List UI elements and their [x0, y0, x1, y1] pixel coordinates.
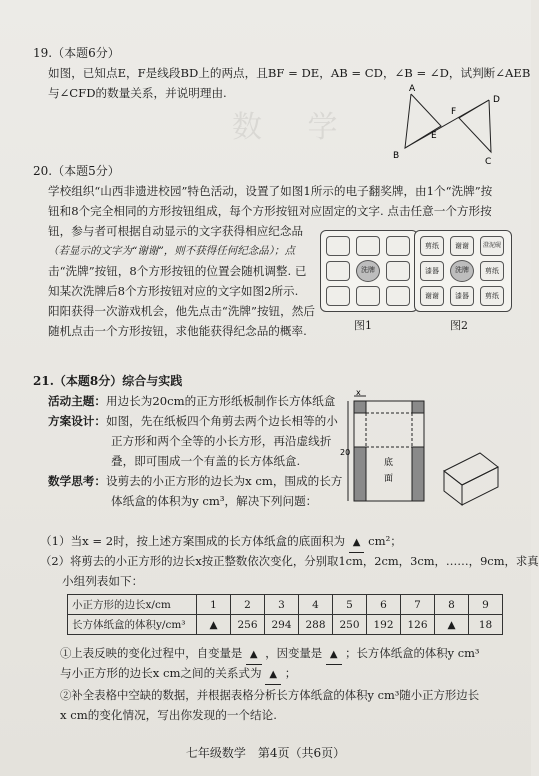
label-20: 20	[340, 448, 351, 457]
part1-text-a: ①上表反映的变化过程中，自变量是	[60, 646, 243, 660]
q21-design	[48, 412, 338, 431]
q19-geometry-figure	[385, 82, 515, 166]
fig2-square-button[interactable]: 漆器	[420, 261, 444, 281]
label-a: A	[409, 84, 416, 94]
q20-line3: 钮，参与者可根据自动显示的文字获得相应纪念品	[48, 224, 304, 238]
fig1-shuffle-button[interactable]: 洗牌	[356, 260, 380, 282]
q21-design-line2: 正方形和两个全等的小长方形，再沿虚线折	[111, 434, 332, 448]
q20-line1: 学校组织“山西非遗进校园”特色活动，设置了如图1所示的电子翻奖牌，由1个“洗牌”按	[48, 184, 493, 198]
part1-text-e: ；	[284, 666, 297, 680]
fig1-square-button[interactable]	[386, 236, 410, 256]
label-c: C	[485, 157, 492, 167]
table-cell: 3	[265, 595, 299, 615]
q20-line4: （若显示的文字为“谢谢”，则不获得任何纪念品）；点	[48, 245, 295, 257]
fig1-square-button[interactable]	[326, 261, 350, 281]
q21-sub2a: （2）将剪去的小正方形的边长x按正整数依次变化，分别取1cm，2cm，3cm，……，9cm，求真	[40, 554, 539, 568]
q21-theme	[48, 392, 335, 411]
fig2-square-button[interactable]: 剪纸	[420, 236, 444, 256]
cut-corner	[412, 401, 424, 413]
table-cell: 126	[401, 615, 435, 635]
q21-sub1-blank[interactable]: ▲	[349, 533, 365, 553]
table-cell: 192	[367, 615, 401, 635]
cut-corner	[354, 401, 366, 413]
q20-line8: 随机点击一个方形按钮，求他能获得纪念品的概率.	[48, 324, 307, 338]
q21-sub1-tail: cm²；	[368, 534, 402, 548]
q21-theme-text: 用边长为20cm的正方形纸板制作长方体纸盒	[105, 394, 336, 408]
q21-think-line1: 设剪去的小正方形的边长为x cm，围成的长方	[105, 474, 343, 488]
box-front	[444, 471, 462, 505]
table-cell: 9	[469, 595, 503, 615]
q21-sub2b: 小组列表如下：	[62, 574, 144, 588]
q21-part1-line1	[60, 644, 479, 665]
q20-line5: 击“洗牌”按钮，8个方形按钮的位置会随机调整. 已	[48, 264, 307, 278]
fig2-square-button[interactable]: 剪纸	[480, 286, 504, 306]
cut-rectangle	[354, 447, 366, 501]
fig2-caption: 图2	[450, 319, 468, 332]
q21-net-and-box-figure	[340, 388, 510, 517]
table-cell-blank[interactable]: ▲	[435, 615, 469, 635]
table-cell: 288	[299, 615, 333, 635]
fig1-square-button[interactable]	[356, 236, 380, 256]
q21-part2-line2: x cm的变化情况，写出你发现的一个结论.	[60, 708, 277, 722]
label-x: x	[356, 388, 361, 397]
fig2-button-grid	[414, 230, 512, 312]
fig1-square-button[interactable]	[386, 261, 410, 281]
fig1-square-button[interactable]	[386, 286, 410, 306]
fig1-caption: 图1	[354, 319, 372, 332]
fig1-square-button[interactable]	[356, 286, 380, 306]
q21-sub1	[40, 532, 402, 553]
q20-header: 20.（本题5分）	[33, 164, 120, 178]
table-cell: 250	[333, 615, 367, 635]
label-f: F	[451, 107, 457, 117]
q21-design-line1: 如图，先在纸板四个角剪去两个边长相等的小	[105, 414, 338, 428]
q21-design-label: 方案设计：	[48, 414, 106, 428]
table-cell-blank[interactable]: ▲	[197, 615, 231, 635]
table-header-x: 小正方形的边长x/cm	[68, 595, 197, 615]
table-cell: 7	[401, 595, 435, 615]
table-cell: 4	[299, 595, 333, 615]
part1-text-c: ；长方体纸盒的体积y cm³	[345, 646, 480, 660]
part1-blank-relation[interactable]: ▲	[265, 665, 281, 685]
q21-part2-line1: ②补全表格中空缺的数据，并根据表格分析长方体纸盒的体积y cm³随小正方形边长	[60, 688, 480, 702]
fig1-square-button[interactable]	[326, 236, 350, 256]
table-row-x	[68, 595, 503, 615]
q21-think	[48, 472, 342, 491]
watermark-title: 数 学	[232, 110, 356, 145]
page-footer: 七年级数学 第4页（共6页）	[185, 746, 346, 760]
fig2-square-button[interactable]: 漆器	[450, 286, 474, 306]
q21-think-label: 数学思考：	[48, 474, 106, 488]
part1-text-d: 与小正方形的边长x cm之间的关系式为	[60, 666, 262, 680]
table-cell: 256	[231, 615, 265, 635]
part1-text-b: ，因变量是	[265, 646, 323, 660]
box-side	[462, 467, 498, 505]
q21-think-line2: 体纸盒的体积为y cm³，解决下列问题：	[111, 494, 318, 508]
table-header-y: 长方体纸盒的体积y/cm³	[68, 615, 197, 635]
q21-sub1-text: （1）当x = 2时，按上述方案围成的长方体纸盒的底面积为	[40, 534, 346, 548]
q21-header: 21.（本题8分）综合与实践	[33, 374, 183, 388]
q21-theme-label: 活动主题：	[48, 394, 106, 408]
segment-bd	[405, 100, 489, 148]
label-b: B	[393, 151, 400, 161]
fig2-shuffle-button[interactable]: 洗牌	[450, 260, 474, 282]
table-cell: 2	[231, 595, 265, 615]
label-bottom: 底	[384, 458, 394, 468]
q19-header: 19.（本题6分）	[33, 46, 120, 60]
q21-data-table	[67, 594, 503, 635]
fig2-square-button[interactable]: 澄泥砚	[480, 236, 504, 256]
table-cell: 5	[333, 595, 367, 615]
q21-design-line3: 叠，即可围成一个有盖的长方体纸盒.	[111, 454, 301, 468]
fig2-square-button[interactable]: 谢谢	[420, 286, 444, 306]
label-d: D	[493, 95, 500, 105]
part1-blank-independent[interactable]: ▲	[246, 645, 262, 665]
table-cell: 294	[265, 615, 299, 635]
q20-line6: 知某次洗牌后8个方形按钮对应的文字如图2所示.	[48, 284, 299, 298]
table-cell: 6	[367, 595, 401, 615]
table-row-y	[68, 615, 503, 635]
q21-part1-line2	[60, 664, 296, 685]
label-e: E	[431, 131, 437, 141]
q20-line2: 钮和8个完全相同的方形按钮组成，每个方形按钮对应固定的文字. 点击任意一个方形按	[48, 204, 492, 218]
cut-rectangle	[412, 447, 424, 501]
fig1-button-grid	[320, 230, 418, 312]
table-cell: 8	[435, 595, 469, 615]
table-cell: 18	[469, 615, 503, 635]
q20-line7: 阳阳获得一次游戏机会，他先点击“洗牌”按钮，然后	[48, 304, 315, 318]
q19-line1: 如图，已知点E，F是线段BD上的两点，且BF = DE，AB = CD，∠B = ∠D，试判断∠AEB	[48, 66, 531, 80]
table-cell: 1	[197, 595, 231, 615]
fig2-square-button[interactable]: 剪纸	[480, 261, 504, 281]
q19-line2: 与∠CFD的数量关系，并说明理由.	[48, 86, 227, 100]
label-face: 面	[384, 474, 394, 484]
fig1-square-button[interactable]	[326, 286, 350, 306]
part1-blank-dependent[interactable]: ▲	[326, 645, 342, 665]
fig2-square-button[interactable]: 谢谢	[450, 236, 474, 256]
